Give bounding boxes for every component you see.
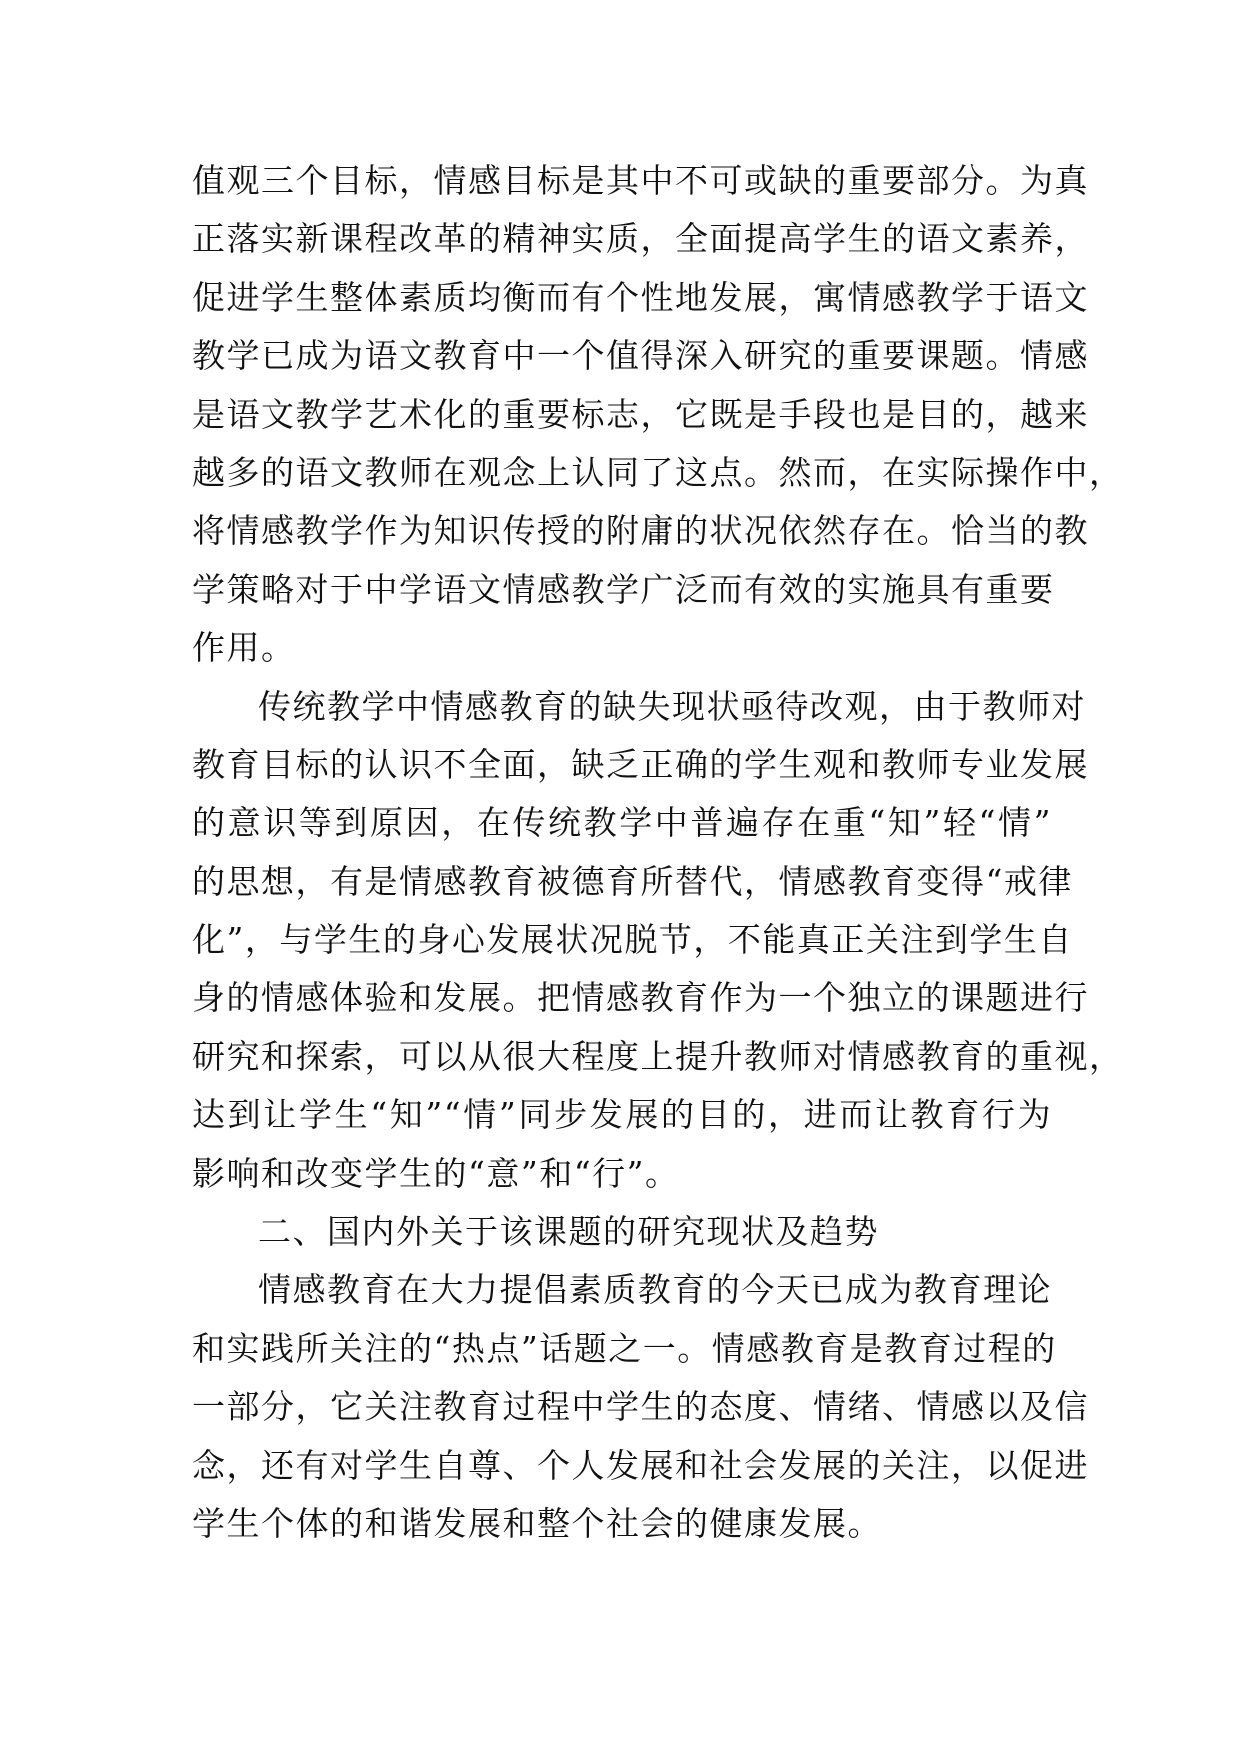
- text-line: 的思想，有是情感教育被德育所替代，情感教育变得“戒律: [192, 861, 1073, 901]
- text-line: 学生个体的和谐发展和整个社会的健康发展。: [192, 1503, 882, 1543]
- text-line: 传统教学中情感教育的缺失现状亟待改观，由于教师对: [258, 686, 1086, 726]
- text-line: 达到让学生“知”“情”同步发展的目的，进而让教育行为: [192, 1095, 1052, 1135]
- text-line: 是语文教学艺术化的重要标志，它既是手段也是目的，越来: [192, 394, 1089, 434]
- text-line: 将情感教学作为知识传授的附庸的状况依然存在。恰当的教: [192, 511, 1089, 551]
- text-line: 念，还有对学生自尊、个人发展和社会发展的关注，以促进: [192, 1445, 1089, 1485]
- text-line: 教育目标的认识不全面，缺乏正确的学生观和教师专业发展: [192, 744, 1089, 784]
- document-body: [192, 152, 1124, 1553]
- text-line: 和实践所关注的“热点”话题之一。情感教育是教育过程的: [192, 1328, 1057, 1368]
- text-line: 教学已成为语文教育中一个值得深入研究的重要课题。情感: [192, 336, 1089, 376]
- text-line: 越多的语文教师在观念上认同了这点。然而，在实际操作中，: [192, 452, 1124, 492]
- text-line: 化”，与学生的身心发展状况脱节，不能真正关注到学生自: [192, 920, 1073, 960]
- text-line: 身的情感体验和发展。把情感教育作为一个独立的课题进行: [192, 978, 1089, 1018]
- text-line: 作用。: [192, 628, 296, 668]
- paragraph-research-status: [192, 1261, 1089, 1553]
- paragraph-intro-continuation: [192, 152, 1124, 678]
- text-line: 一部分，它关注教育过程中学生的态度、情绪、情感以及信: [192, 1387, 1089, 1427]
- text-line: 的意识等到原因，在传统教学中普遍存在重“知”轻“情”: [192, 803, 1052, 843]
- heading-line: 二、国内外关于该课题的研究现状及趋势: [258, 1212, 879, 1252]
- text-line: 值观三个目标，情感目标是其中不可或缺的重要部分。为真: [192, 161, 1089, 200]
- text-line: 影响和改变学生的“意”和“行”。: [192, 1153, 680, 1193]
- section-heading: [192, 1203, 1052, 1261]
- text-line: 研究和探索，可以从很大程度上提升教师对情感教育的重视，: [192, 1036, 1124, 1076]
- text-line: 正落实新课程改革的精神实质，全面提高学生的语文素养，: [192, 219, 1089, 259]
- text-line: 情感教育在大力提倡素质教育的今天已成为教育理论: [258, 1270, 1052, 1310]
- paragraph-traditional-teaching: [192, 678, 1124, 1204]
- text-line: 学策略对于中学语文情感教学广泛而有效的实施具有重要: [192, 569, 1055, 609]
- text-line: 促进学生整体素质均衡而有个性地发展，寓情感教学于语文: [192, 277, 1089, 317]
